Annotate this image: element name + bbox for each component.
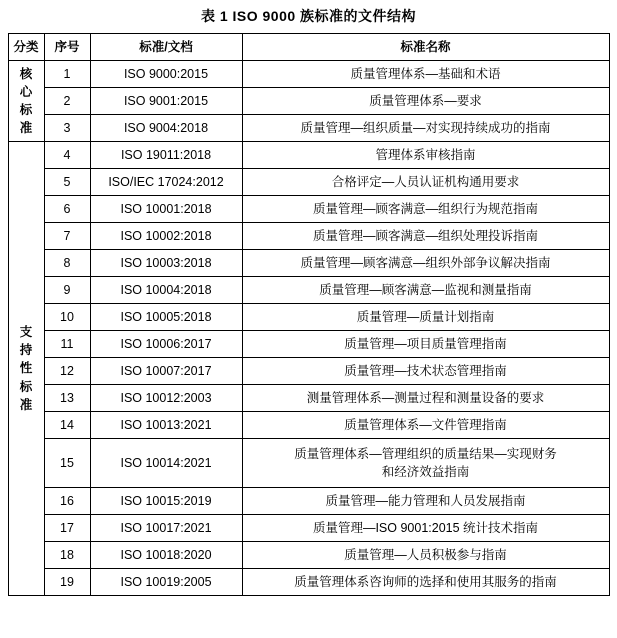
category-char: 支 [19,325,33,340]
standard-code-cell: ISO 9004:2018 [90,115,242,142]
table-row [8,88,609,115]
sequence-cell: 5 [44,169,90,196]
category-char: 心 [19,84,33,99]
table-row [8,569,609,596]
sequence-cell: 14 [44,412,90,439]
standard-name-cell: 质量管理—组织质量—对实现持续成功的指南 [242,115,609,142]
table-row [8,542,609,569]
table-row [8,250,609,277]
standard-name-cell: 管理体系审核指南 [242,142,609,169]
sequence-cell: 3 [44,115,90,142]
standard-name-line: 和经济效益指南 [381,465,470,479]
table-body [8,61,609,596]
sequence-cell: 17 [44,515,90,542]
sequence-cell: 18 [44,542,90,569]
table-row [8,169,609,196]
standard-code-cell: ISO 10019:2005 [90,569,242,596]
sequence-cell: 8 [44,250,90,277]
standard-name-cell: 质量管理体系—要求 [242,88,609,115]
standard-code-cell: ISO 10014:2021 [90,439,242,488]
header-standard-name: 标准名称 [242,34,609,61]
standard-name-cell: 质量管理—顾客满意—组织处理投诉指南 [242,223,609,250]
standard-name-cell: 质量管理—质量计划指南 [242,304,609,331]
standard-code-cell: ISO 10005:2018 [90,304,242,331]
category-cell [8,142,44,596]
table-header-row [8,34,609,61]
table-row [8,115,609,142]
sequence-cell: 1 [44,61,90,88]
standard-name-cell: 质量管理—ISO 9001:2015 统计技术指南 [242,515,609,542]
table-row [8,196,609,223]
sequence-cell: 11 [44,331,90,358]
sequence-cell: 9 [44,277,90,304]
standard-name-cell [242,439,609,488]
iso-9000-standards-table [8,33,610,596]
table-row [8,515,609,542]
standard-name-cell: 质量管理—能力管理和人员发展指南 [242,488,609,515]
standard-code-cell: ISO 10017:2021 [90,515,242,542]
category-char: 准 [19,121,33,136]
standard-code-cell: ISO 10001:2018 [90,196,242,223]
table-caption: 表 1 ISO 9000 族标准的文件结构 [200,8,417,24]
standard-name-cell: 质量管理—顾客满意—组织行为规范指南 [242,196,609,223]
header-sequence: 序号 [44,34,90,61]
category-char: 核 [19,66,33,81]
header-standard: 标准/文档 [90,34,242,61]
table-header [8,34,609,61]
standard-code-cell: ISO 10015:2019 [90,488,242,515]
category-char: 标 [19,103,33,117]
standard-name-line: 质量管理体系—管理组织的质量结果—实现财务 [294,446,557,461]
sequence-cell: 13 [44,385,90,412]
standard-code-cell: ISO 10006:2017 [90,331,242,358]
sequence-cell: 16 [44,488,90,515]
standard-name-cell: 质量管理体系—基础和术语 [242,61,609,88]
table-row [8,488,609,515]
standard-name-cell: 测量管理体系—测量过程和测量设备的要求 [242,385,609,412]
standard-name-cell: 质量管理—顾客满意—监视和测量指南 [242,277,609,304]
table-row [8,358,609,385]
standard-name-cell: 质量管理—项目质量管理指南 [242,331,609,358]
table-row [8,331,609,358]
standard-name-cell: 质量管理体系咨询师的选择和使用其服务的指南 [242,569,609,596]
table-row [8,385,609,412]
standard-code-cell: ISO/IEC 17024:2012 [90,169,242,196]
table-row [8,142,609,169]
standard-name-cell: 合格评定—人员认证机构通用要求 [242,169,609,196]
category-char: 持 [19,343,33,358]
standard-code-cell: ISO 10007:2017 [90,358,242,385]
category-cell [8,61,44,142]
sequence-cell: 7 [44,223,90,250]
standard-name-cell: 质量管理—顾客满意—组织外部争议解决指南 [242,250,609,277]
sequence-cell: 19 [44,569,90,596]
sequence-cell: 15 [44,439,90,488]
sequence-cell: 10 [44,304,90,331]
sequence-cell: 4 [44,142,90,169]
standard-code-cell: ISO 10013:2021 [90,412,242,439]
standard-code-cell: ISO 10002:2018 [90,223,242,250]
table-row [8,223,609,250]
standard-name-cell: 质量管理—技术状态管理指南 [242,358,609,385]
category-char: 准 [19,397,33,412]
standard-code-cell: ISO 10018:2020 [90,542,242,569]
category-char: 标 [19,379,33,394]
header-category: 分类 [8,34,44,61]
sequence-cell: 6 [44,196,90,223]
table-row [8,277,609,304]
table-row [8,439,609,488]
standard-name-cell: 质量管理—人员积极参与指南 [242,542,609,569]
standard-code-cell: ISO 19011:2018 [90,142,242,169]
standard-name-cell: 质量管理体系—文件管理指南 [242,412,609,439]
standard-code-cell: ISO 9000:2015 [90,61,242,88]
table-row [8,304,609,331]
category-char: 性 [19,361,33,376]
sequence-cell: 12 [44,358,90,385]
sequence-cell: 2 [44,88,90,115]
table-row [8,61,609,88]
standard-code-cell: ISO 10012:2003 [90,385,242,412]
table-row [8,412,609,439]
standard-code-cell: ISO 10004:2018 [90,277,242,304]
standard-code-cell: ISO 9001:2015 [90,88,242,115]
standard-code-cell: ISO 10003:2018 [90,250,242,277]
